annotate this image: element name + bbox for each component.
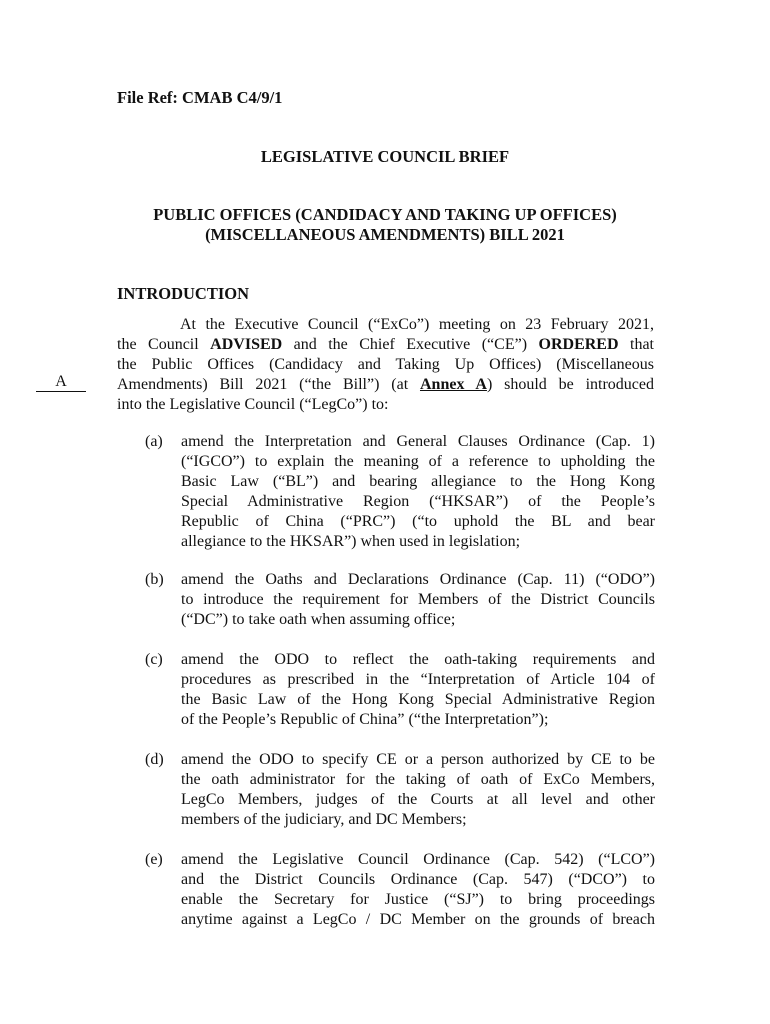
list-item-line: members of the judiciary, and DC Members;: [181, 811, 467, 828]
list-item-line: (“DC”) to take oath when assuming office;: [181, 611, 456, 628]
list-item-line: LegCo Members, judges of the Courts at all level and other: [181, 791, 655, 808]
paragraph-line: Amendments) Bill 2021 (“the Bill”) (at Annex A) should be introduced: [117, 376, 654, 393]
section-heading-introduction: INTRODUCTION: [117, 284, 250, 303]
list-item-line: enable the Secretary for Justice (“SJ”) to bring proceedings: [181, 891, 655, 908]
list-item-label: (d): [145, 751, 164, 768]
list-item-line: anytime against a LegCo / DC Member on the grounds of breach: [181, 911, 655, 928]
paragraph-line: into the Legislative Council (“LegCo”) to:: [117, 396, 389, 413]
bill-title-line: (MISCELLANEOUS AMENDMENTS) BILL 2021: [205, 225, 565, 244]
list-item-line: to introduce the requirement for Members of the District Councils: [181, 591, 655, 608]
list-item-d: [145, 750, 655, 830]
bill-title-line: PUBLIC OFFICES (CANDIDACY AND TAKING UP OFFICES): [153, 205, 617, 224]
list-item-a: [145, 432, 655, 552]
list-item-line: amend the ODO to specify CE or a person authorized by CE to be: [181, 751, 655, 768]
list-item-line: amend the Interpretation and General Clauses Ordinance (Cap. 1): [181, 433, 655, 450]
file-reference: File Ref: CMAB C4/9/1: [117, 88, 283, 107]
list-item-e: [145, 850, 655, 930]
advised-keyword: ADVISED: [210, 336, 283, 353]
list-item-line: the oath administrator for the taking of oath of ExCo Members,: [181, 771, 655, 788]
list-item-line: Republic of China (“PRC”) (“to uphold the BL and bear: [181, 513, 655, 530]
annex-margin-marker: A: [36, 373, 86, 392]
list-item-line: procedures as prescribed in the “Interpretation of Article 104 of: [181, 671, 655, 688]
list-item-b: [145, 570, 655, 630]
list-item-line: amend the Oaths and Declarations Ordinance (Cap. 11) (“ODO”): [181, 571, 655, 588]
paragraph-line: the Council ADVISED and the Chief Executive (“CE”) ORDERED that: [117, 336, 654, 353]
list-item-line: allegiance to the HKSAR”) when used in legislation;: [181, 533, 521, 550]
list-item-label: (e): [145, 851, 163, 868]
list-item-label: (b): [145, 571, 164, 588]
list-item-line: and the District Councils Ordinance (Cap. 547) (“DCO”) to: [181, 871, 655, 888]
paragraph-line: At the Executive Council (“ExCo”) meeting on 23 February 2021,: [180, 316, 654, 333]
bill-title: [90, 205, 680, 245]
list-item-line: the Basic Law of the Hong Kong Special Administrative Region: [181, 691, 655, 708]
brief-title: LEGISLATIVE COUNCIL BRIEF: [260, 147, 510, 166]
paragraph-line: the Public Offices (Candidacy and Taking Up Offices) (Miscellaneous: [117, 356, 654, 373]
annex-a-reference: Annex A: [419, 376, 487, 393]
list-item-label: (a): [145, 433, 163, 450]
list-item-c: [145, 650, 655, 730]
list-item-line: Basic Law (“BL”) and bearing allegiance to the Hong Kong: [181, 473, 655, 490]
list-item-line: of the People’s Republic of China” (“the Interpretation”);: [181, 711, 549, 728]
list-item-line: Special Administrative Region (“HKSAR”) of the People’s: [181, 493, 655, 510]
list-item-line: amend the Legislative Council Ordinance (Cap. 542) (“LCO”): [181, 851, 655, 868]
introduction-paragraph: [117, 315, 654, 415]
ordered-keyword: ORDERED: [538, 336, 619, 353]
list-item-label: (c): [145, 651, 163, 668]
list-item-line: (“IGCO”) to explain the meaning of a reference to upholding the: [181, 453, 655, 470]
list-item-line: amend the ODO to reflect the oath-taking requirements and: [181, 651, 655, 668]
